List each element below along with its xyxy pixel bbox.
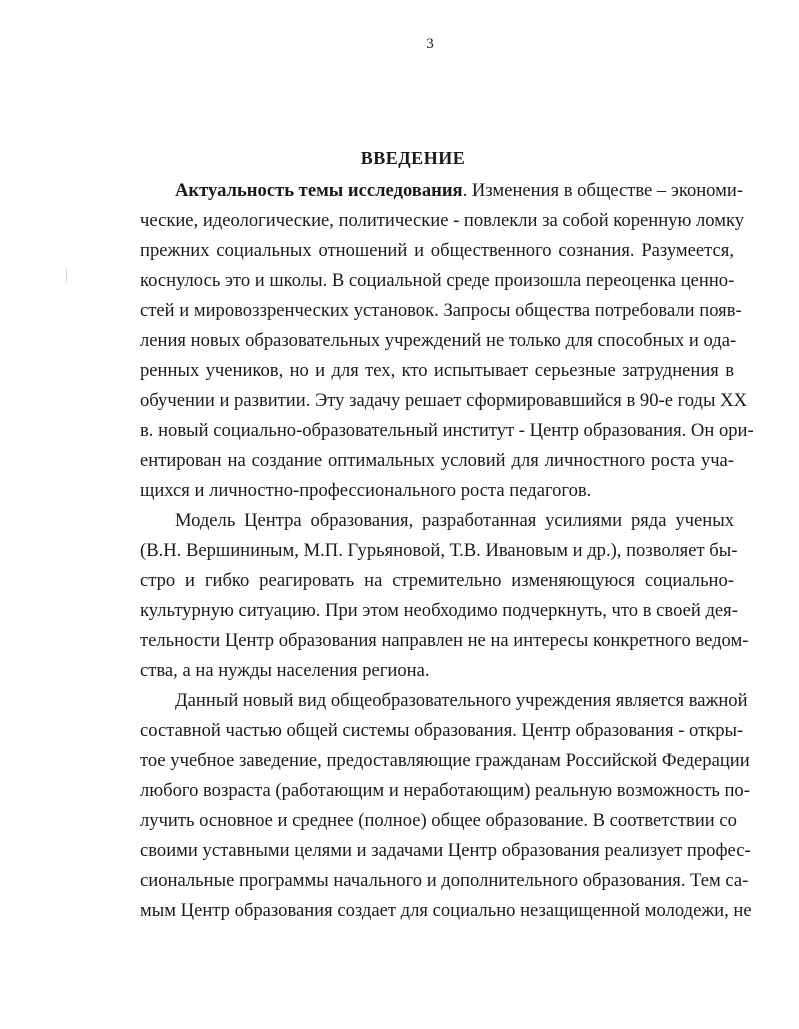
paragraph-1-line-8: обучении и развитии. Эту задачу решает сформировавшийся в 90-е годы XX [140,390,747,411]
paragraph-1-line-2: ческие, идеологические, политические - повлекли за собой коренную ломку [140,210,745,231]
paragraph-1-line-9: в. новый социально-образовательный институт - Центр образования. Он ори- [140,420,754,441]
paragraph-1-line-10: ентирован на создание оптимальных условий для личностного роста уча- [140,450,734,471]
paragraph-2-line-5: тельности Центр образования направлен не на интересы конкретного ведом- [140,630,749,651]
paragraph-2-line-4: культурную ситуацию. При этом необходимо подчеркнуть, что в своей дея- [140,600,738,621]
paragraph-1-line-11: щихся и личностно-профессионального роста педагогов. [140,480,592,501]
paragraph-3-line-5: лучить основное и среднее (полное) общее образование. В соответствии со [140,810,737,831]
paragraph-1-line-1 [175,180,744,202]
paragraph-3-line-4: любого возраста (работающим и неработающим) реальную возможность по- [140,780,750,801]
paragraph-1-lead: Актуальность темы исследования [175,180,463,201]
paragraph-2-line-1: Модель Центра образования, разработанная усилиями ряда ученых [175,510,734,531]
paragraph-1-line-4: коснулось это и школы. В социальной среде произошла переоценка ценно- [140,270,735,291]
paragraph-1-line-7: ренных учеников, но и для тех, кто испытывает серьезные затруднения в [140,360,734,381]
paragraph-3-line-6: своими уставными целями и задачами Центр образования реализует профес- [140,840,751,861]
paragraph-3-line-2: составной частью общей системы образования. Центр образования - откры- [140,720,744,741]
paragraph-3-line-3: тое учебное заведение, предоставляющие гражданам Российской Федерации [140,750,750,771]
paragraph-2-line-3: стро и гибко реагировать на стремительно изменяющуюся социально- [140,570,734,591]
paragraph-1-line-1-text: . Изменения в обществе – экономи- [462,180,744,201]
section-heading: ВВЕДЕНИЕ [360,148,466,168]
paragraph-1-line-6: ления новых образовательных учреждений не только для способных и ода- [140,330,737,351]
paragraph-3-line-7: сиональные программы начального и дополнительного образования. Тем са- [140,870,749,891]
page-number: 3 [426,36,434,52]
paragraph-1-line-3: прежних социальных отношений и общественного сознания. Разумеется, [140,240,734,261]
margin-mark [66,268,67,282]
paragraph-1-line-5: стей и мировоззренческих установок. Запросы общества потребовали появ- [140,300,742,321]
paragraph-3-line-1: Данный новый вид общеобразовательного учреждения является важной [175,690,748,711]
paragraph-3-line-8: мым Центр образования создает для социально незащищенной молодежи, не [140,900,752,921]
paragraph-2-line-6: ства, а на нужды населения региона. [140,660,430,681]
paragraph-2-line-2: (В.Н. Вершининым, М.П. Гурьяновой, Т.В. Ивановым и др.), позволяет бы- [140,540,738,561]
